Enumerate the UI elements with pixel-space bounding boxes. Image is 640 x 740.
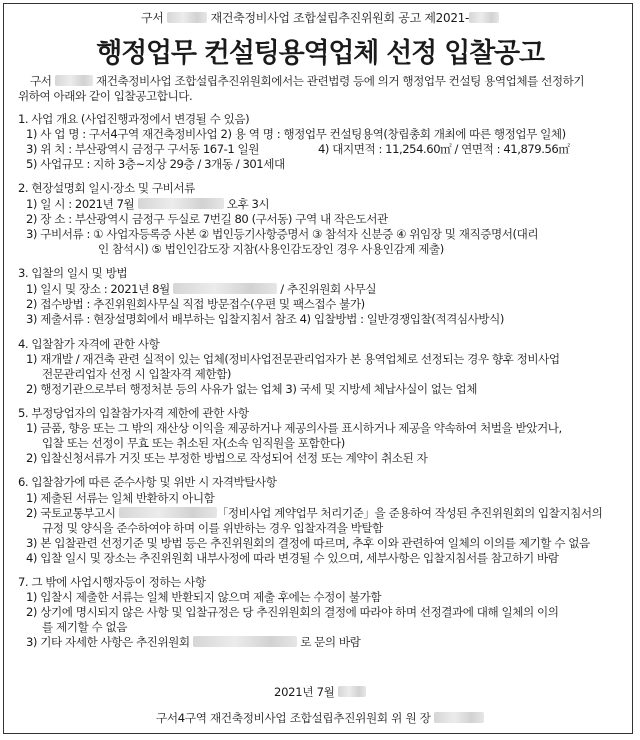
notice-number: 구서 재건축정비사업 조합설립추진위원회 공고 제2021-: [0, 9, 640, 26]
section-3-line: 1) 일시 및 장소 : 2021년 8월 / 추진위원회 사무실: [26, 282, 377, 296]
section-5-line: 1) 금품, 향응 또는 그 밖의 재산상 이익을 제공하거나 제공의사를 표시하거나 제공을 약속하여 처벌을 받았거나,: [26, 421, 562, 435]
redacted-text: [434, 712, 484, 723]
section-3-line: 2) 접수방법 : 추진위원회사무실 직접 방문접수(우편 및 팩스접수 불가): [26, 297, 365, 311]
section-6-line: 규정 및 양식을 준수하여야 하며 이를 위반하는 경우 입찰자격을 박탈함: [42, 521, 383, 535]
section-1-line: 3) 위 치 : 부산광역시 금정구 구서동 167-1 일원: [26, 142, 260, 156]
section-5-line: 입찰 또는 선정이 무효 또는 취소된 자(소속 임직원을 포함한다): [42, 436, 345, 450]
section-2-line: 1) 일 시 : 2021년 7월 오후 3시: [26, 197, 270, 211]
section-1-line: 1) 사 업 명 : 구서4구역 재건축정비사업 2) 용 역 명 : 행정업무 컨설팅용역(창립총회 개최에 따른 행정업무 일체): [26, 127, 566, 141]
intro-line: 구서 재건축정비사업 조합설립추진위원회에서는 관련법령 등에 의거 행정업무 컨설팅 용역업체를 선정하기: [30, 74, 585, 88]
redacted-text: [469, 12, 499, 23]
redacted-text: [119, 507, 217, 518]
redacted-text: [193, 636, 297, 647]
redacted-text: [338, 686, 366, 697]
section-7-line: 3) 기타 자세한 사항은 추진위원회 로 문의 바람: [26, 635, 361, 649]
section-1-line: 5) 사업규모 : 지하 3층~지상 29층 / 3개동 / 301세대: [26, 157, 285, 171]
section-3-line: 3) 제출서류 : 현장설명회에서 배부하는 입찰지침서 참조 4) 입찰방법 : 일반경쟁입찰(적격심사방식): [26, 312, 504, 326]
section-5-title: 5. 부정당업자의 입찰참가자격 제한에 관한 사항: [18, 406, 249, 420]
section-2-line: 인 참석시) ⑤ 법인인감도장 지참(사용인감도장인 경우 사용인감계 제출): [98, 242, 444, 256]
section-4-line: 전문관리업자 선정 시 입찰자격 제한함): [42, 367, 232, 381]
redacted-text: [173, 283, 277, 294]
section-3-title: 3. 입찰의 일시 및 방법: [18, 266, 128, 280]
section-6-line: 1) 제출된 서류는 일체 반환하지 아니함: [26, 491, 215, 505]
section-5-line: 2) 입찰신청서류가 거짓 또는 부정한 방법으로 작성되어 선정 또는 계약이 취소된 자: [26, 451, 428, 465]
section-2-title: 2. 현장설명회 일시·장소 및 구비서류: [18, 181, 195, 195]
redacted-text: [138, 198, 224, 209]
intro-line: 위하여 아래와 같이 입찰공고합니다.: [18, 89, 193, 103]
section-1-title: 1. 사업 개요 (사업진행과정에서 변경될 수 있음): [18, 112, 250, 126]
section-6-line: 4) 입찰 일시 및 장소는 추진위원회 내부사정에 따라 변경될 수 있으며, 세부사항은 입찰지침서를 참고하기 바람: [26, 551, 559, 565]
signatory: 구서4구역 재건축정비사업 조합설립추진위원회 위 원 장: [0, 711, 640, 725]
redacted-text: [167, 12, 207, 23]
section-6-title: 6. 입찰참가에 따른 준수사항 및 위반 시 자격박탈사항: [18, 475, 277, 489]
section-7-line: 2) 상기에 명시되지 않은 사항 및 입찰규정은 당 추진위원회의 결정에 따라야 하며 선정결과에 대해 일체의 이의: [26, 605, 559, 619]
notice-title: 행정업무 컨설팅용역업체 선정 입찰공고: [96, 38, 544, 69]
section-7-line: 를 제기할 수 없음: [42, 620, 127, 634]
redacted-text: [55, 75, 93, 86]
section-7-title: 7. 그 밖에 사업시행자등이 정하는 사항: [18, 575, 206, 589]
section-6-line: 2) 국토교통부고시 「정비사업 계약업무 처리기준」을 준용하여 작성된 추진위원회의 입찰지침서의: [26, 506, 603, 520]
section-7-line: 1) 입찰시 제출한 서류는 일체 반환되지 않으며 제출 후에는 수정이 불가함: [26, 590, 382, 604]
section-2-line: 2) 장 소 : 부산광역시 금정구 두실로 7번길 80 (구서동) 구역 내 작은도서관: [26, 212, 388, 226]
section-4-line: 1) 재개발 / 재건축 관련 실적이 있는 업체(정비사업전문관리업자가 본 용역업체로 선정되는 경우 향후 정비사업: [26, 352, 560, 366]
section-6-line: 3) 본 입찰관련 선정기준 및 방법 등은 추진위원회의 결정에 따르며, 추후 이와 관련하여 일체의 이의를 제기할 수 없음: [26, 536, 590, 550]
section-1-line: 4) 대지면적 : 11,254.60㎡ / 연면적 : 41,879.56㎡: [318, 142, 570, 156]
section-4-title: 4. 입찰참가 자격에 관한 사항: [18, 337, 160, 351]
section-4-line: 2) 행정기관으로부터 행정처분 등의 사유가 없는 업체 3) 국세 및 지방세 체납사실이 없는 업체: [26, 382, 478, 396]
section-2-line: 3) 구비서류 : ① 사업자등록증 사본 ② 법인등기사항증명서 ③ 참석자 신분증 ④ 위임장 및 재직증명서(대리: [26, 227, 539, 241]
notice-date: 2021년 7월: [0, 685, 640, 699]
